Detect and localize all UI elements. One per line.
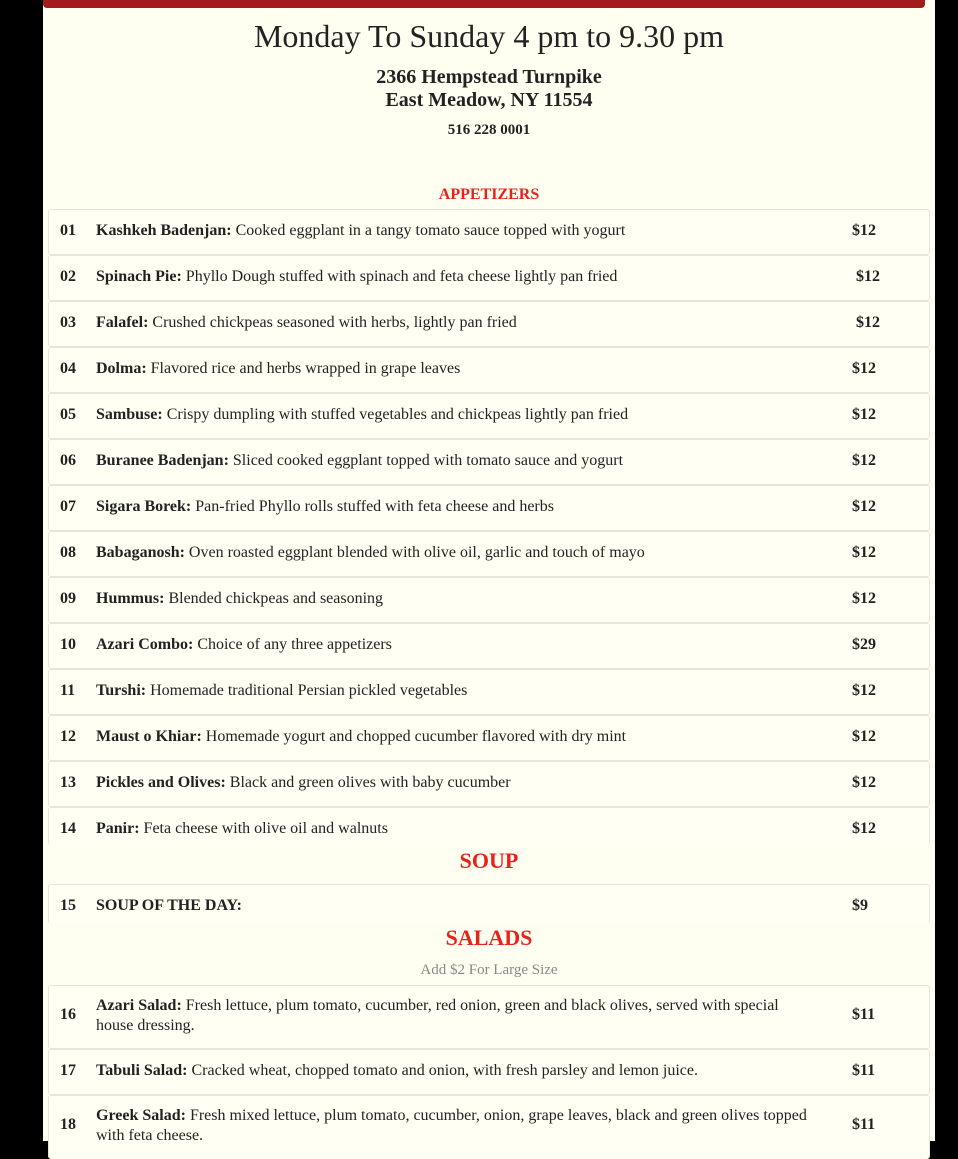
- item-number: 09: [60, 590, 76, 607]
- section-heading-salads: SALADS: [445, 925, 533, 950]
- item-number: 04: [60, 360, 76, 377]
- address-line2: East Meadow, NY 11554: [385, 89, 593, 111]
- item-name: Hummus:: [96, 590, 165, 607]
- item-name: Spinach Pie:: [96, 268, 182, 285]
- soup-list: [48, 884, 930, 924]
- menu-item: [48, 807, 930, 845]
- item-price: $12: [852, 360, 876, 377]
- item-description: Phyllo Dough stuffed with spinach and feta cheese lightly pan fried: [185, 268, 618, 285]
- item-description: Feta cheese with olive oil and walnuts: [143, 820, 388, 837]
- item-description: Fresh lettuce, plum tomato, cucumber, red onion, green and black olives, served with special house dressing.: [96, 997, 779, 1034]
- item-description: Blended chickpeas and seasoning: [168, 590, 384, 607]
- item-description: Flavored rice and herbs wrapped in grape leaves: [150, 360, 461, 377]
- menu-item: [48, 209, 930, 255]
- item-name: Falafel:: [96, 314, 149, 331]
- item-price: $12: [852, 682, 876, 699]
- menu-item: [48, 884, 930, 924]
- menu-item: [48, 985, 930, 1049]
- menu-page: [43, 0, 935, 1144]
- item-price: $11: [852, 1062, 876, 1079]
- item-number: 02: [60, 268, 76, 285]
- item-description: Crushed chickpeas seasoned with herbs, lightly pan fried: [152, 314, 517, 331]
- item-number: 16: [60, 1006, 76, 1023]
- item-description: Choice of any three appetizers: [197, 636, 392, 653]
- item-price: $12: [852, 498, 876, 515]
- menu-item: [48, 255, 930, 301]
- item-number: 17: [60, 1062, 76, 1079]
- menu-item: [48, 439, 930, 485]
- item-name: Dolma:: [96, 360, 147, 377]
- item-price: $29: [852, 636, 876, 653]
- item-description: Cracked wheat, chopped tomato and onion, with fresh parsley and lemon juice.: [191, 1062, 698, 1079]
- item-price: $12: [852, 728, 876, 745]
- item-price: $12: [852, 406, 876, 423]
- item-name: Sambuse:: [96, 406, 163, 423]
- item-number: 10: [60, 636, 76, 653]
- item-price: $9: [852, 897, 868, 914]
- item-number: 12: [60, 728, 76, 745]
- item-name: Babaganosh:: [96, 544, 185, 561]
- item-name: Buranee Badenjan:: [96, 452, 229, 469]
- item-number: 13: [60, 774, 76, 791]
- item-description: Homemade yogurt and chopped cucumber flavored with dry mint: [205, 728, 627, 745]
- item-name: Pickles and Olives:: [96, 774, 226, 791]
- item-name: Sigara Borek:: [96, 498, 192, 515]
- salads-size-note: Add $2 For Large Size: [420, 962, 558, 978]
- item-price: $12: [852, 222, 876, 239]
- item-description: Sliced cooked eggplant topped with tomato sauce and yogurt: [232, 452, 624, 469]
- item-description: Black and green olives with baby cucumber: [229, 774, 511, 791]
- item-description: Oven roasted eggplant blended with olive oil, garlic and touch of mayo: [188, 544, 645, 561]
- menu-item: [48, 393, 930, 439]
- item-name: Maust o Khiar:: [96, 728, 202, 745]
- item-number: 14: [60, 820, 76, 837]
- item-description: Cooked eggplant in a tangy tomato sauce topped with yogurt: [235, 222, 626, 239]
- menu-item: [48, 531, 930, 577]
- item-price: $11: [852, 1006, 876, 1023]
- item-name: Azari Salad:: [96, 997, 182, 1014]
- item-name: Greek Salad:: [96, 1107, 186, 1124]
- item-name: Azari Combo:: [96, 636, 194, 653]
- menu-item: [48, 1095, 930, 1159]
- section-heading-appetizers: APPETIZERS: [438, 186, 540, 203]
- menu-item: [48, 715, 930, 761]
- opening-hours: Monday To Sunday 4 pm to 9.30 pm: [253, 18, 725, 54]
- item-description: Crispy dumpling with stuffed vegetables and chickpeas lightly pan fried: [166, 406, 629, 423]
- item-price: $12: [852, 544, 876, 561]
- menu-item: [48, 623, 930, 669]
- item-number: 08: [60, 544, 76, 561]
- item-description: Fresh mixed lettuce, plum tomato, cucumber, onion, grape leaves, black and green olives topped with feta cheese.: [96, 1107, 807, 1144]
- item-name: Turshi:: [96, 682, 147, 699]
- menu-item: [48, 1049, 930, 1095]
- menu-item: [48, 577, 930, 623]
- item-price: $12: [856, 314, 880, 331]
- item-number: 15: [60, 897, 76, 914]
- item-price: $11: [852, 1116, 876, 1133]
- salads-list: [48, 985, 930, 1159]
- item-number: 01: [60, 222, 76, 239]
- menu-item: [48, 347, 930, 393]
- item-number: 05: [60, 406, 76, 423]
- item-number: 03: [60, 314, 76, 331]
- item-name: Tabuli Salad:: [96, 1062, 188, 1079]
- phone-number[interactable]: 516 228 0001: [447, 122, 531, 138]
- item-price: $12: [852, 820, 876, 837]
- item-description: Homemade traditional Persian pickled vegetables: [150, 682, 468, 699]
- item-price: $12: [852, 774, 876, 791]
- menu-item: [48, 761, 930, 807]
- section-heading-soup: SOUP: [459, 848, 519, 873]
- item-name: Kashkeh Badenjan:: [96, 222, 232, 239]
- item-price: $12: [852, 452, 876, 469]
- item-name: SOUP OF THE DAY:: [96, 897, 242, 914]
- appetizers-list: [48, 209, 930, 845]
- item-number: 18: [60, 1116, 76, 1133]
- item-number: 11: [60, 682, 76, 699]
- item-description: Pan-fried Phyllo rolls stuffed with feta cheese and herbs: [195, 498, 554, 515]
- item-price: $12: [856, 268, 880, 285]
- item-number: 07: [60, 498, 76, 515]
- item-name: Panir:: [96, 820, 140, 837]
- address-line1: 2366 Hempstead Turnpike: [376, 66, 602, 88]
- menu-item: [48, 485, 930, 531]
- menu-item: [48, 301, 930, 347]
- top-accent-bar: [43, 0, 925, 8]
- item-number: 06: [60, 452, 76, 469]
- item-price: $12: [852, 590, 876, 607]
- menu-item: [48, 669, 930, 715]
